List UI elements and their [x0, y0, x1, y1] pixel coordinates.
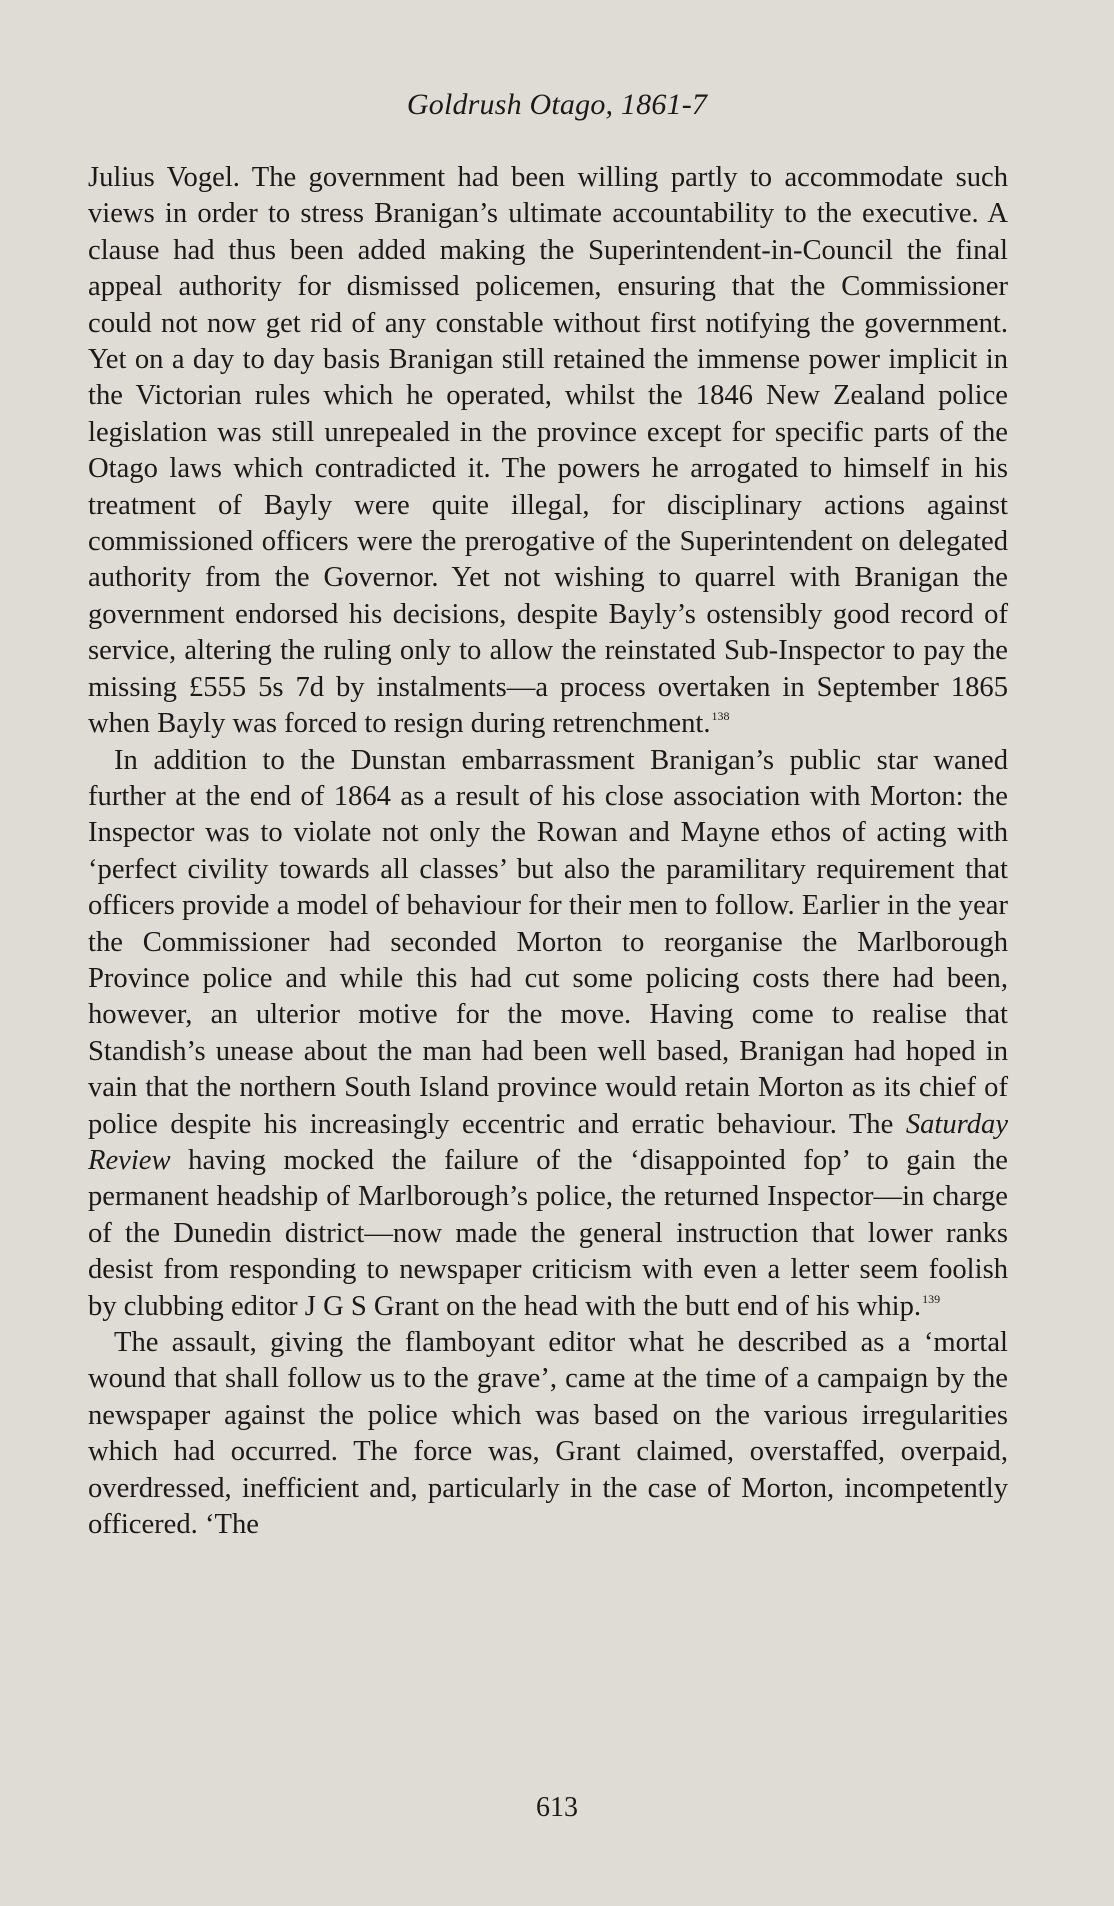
page-number: 613: [536, 1792, 578, 1823]
footnote-ref-139: 139: [922, 1291, 941, 1306]
publication-title-italic: Saturday Review: [88, 1108, 1009, 1176]
paragraph-2-text-b: having mocked the failure of the ‘disappointed fop’ to gain the permanent headship of Marlborough’s police, the returned Inspector—in charge of the Dunedin district—now made the general instruction that lower ranks desist from responding to newspaper criticism with even a letter seem foolish by clubbing editor J G S Grant on the head with the butt end of his whip.: [88, 1144, 1008, 1322]
paragraph-1-text: Julius Vogel. The government had been willing partly to accommodate such views in order to stress Branigan’s ultimate accountability to the executive. A clause had thus been added making the Superintendent-in-Council the final appeal authority for dismissed policemen, ensuring that the Commissioner could not now get rid of any constable without first notifying the government. Yet on a day to day basis Branigan still retained the immense power implicit in the Victorian rules which he operated, whilst the 1846 New Zealand police legislation was still unrepealed in the province except for specific parts of the Otago laws which contradicted it. The powers he arrogated to himself in his treatment of Bayly were quite illegal, for disciplinary actions against commissioned officers were the prerogative of the Superintendent on delegated authority from the Governor. Yet not wishing to quarrel with Branigan the government endorsed his decisions, despite Bayly’s ostensibly good record of service, altering the ruling only to allow the reinstated Sub-Inspector to pay the missing £555 5s 7d by instalments—a process overtaken in September 1865 when Bayly was forced to resign during retrenchment.: [88, 162, 1008, 740]
paragraph-3: [88, 1325, 1008, 1543]
paragraph-3-text: The assault, giving the flamboyant editor what he described as a ‘mortal wound that shall follow us to the grave’, came at the time of a campaign by the newspaper against the police which was based on the various irregularities which had occurred. The force was, Grant claimed, overstaffed, overpaid, overdressed, inefficient and, particularly in the case of Morton, incompetently officered. ‘The: [88, 1327, 1008, 1541]
paragraph-2: [88, 743, 1008, 1326]
paragraph-1: [88, 160, 1008, 743]
paragraph-2-text-a: In addition to the Dunstan embarrassment Branigan’s public star waned further at the end of 1864 as a result of his close association with Morton: the Inspector was to violate not only the Rowan and Mayne ethos of acting with ‘perfect civility towards all classes’ but also the paramilitary requirement that officers provide a model of behaviour for their men to follow. Earlier in the year the Commissioner had seconded Morton to reorganise the Marlborough Province police and while this had cut some policing costs there had been, however, an ulterior motive for the move. Having come to realise that Standish’s unease about the man had been well based, Branigan had hoped in vain that the northern South Island province would retain Morton as its chief of police despite his increasingly eccentric and erratic behaviour. The: [88, 744, 1008, 1140]
body-text: [88, 160, 1008, 1543]
running-head: Goldrush Otago, 1861-7: [406, 88, 708, 121]
footnote-ref-138: 138: [711, 709, 730, 724]
